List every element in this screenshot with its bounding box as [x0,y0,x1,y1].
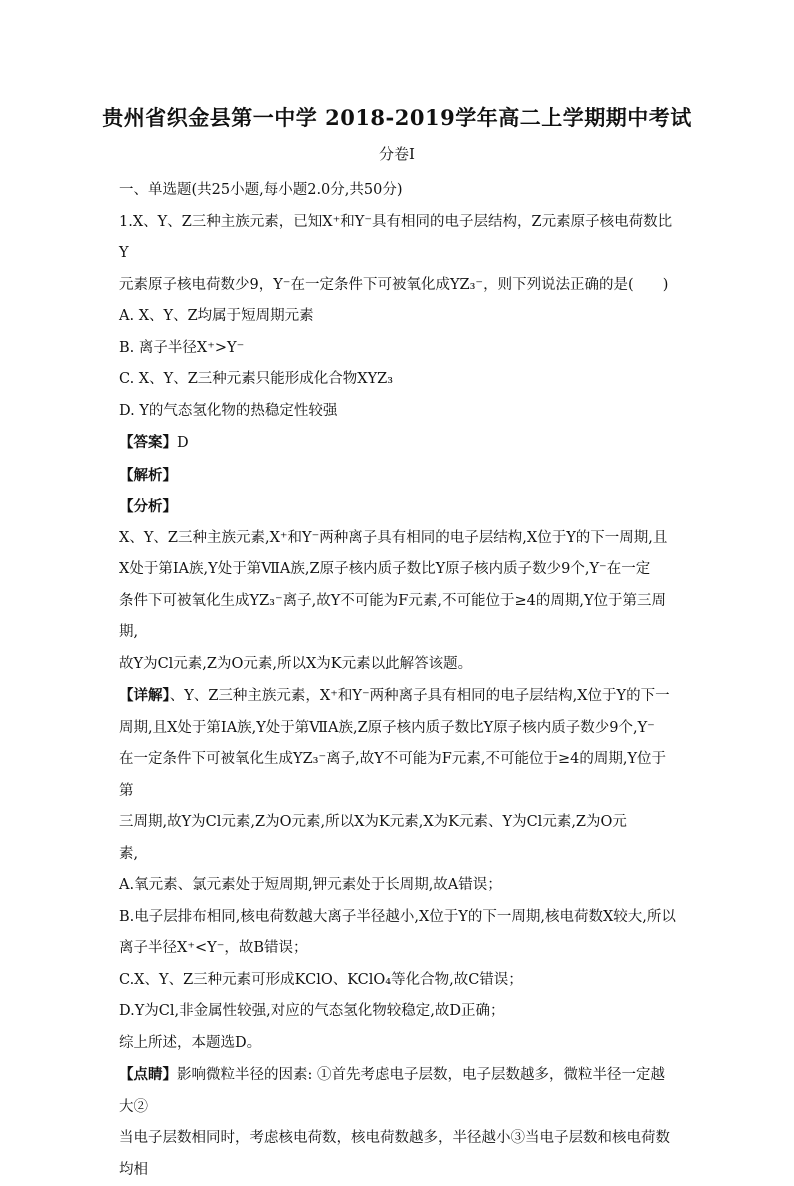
document-subtitle: 分卷I [379,145,415,163]
question-stem-line: 1.X、Y、Z三种主族元素，已知X⁺和Y⁻具有相同的电子层结构，Z元素原子核电荷数比Y [119,213,673,261]
section-heading: 一、单选题(共25小题,每小题2.0分,共50分) [119,182,403,198]
xiangjie-line: A.氧元素、氯元素处于短周期,钾元素处于长周期,故A错误； [119,877,502,893]
answer-label: 【答案】 [119,434,177,451]
answer-line [119,427,679,460]
option-c: C. X、Y、Z三种元素只能形成化合物XYZ₃ [119,371,394,387]
xiangjie-line: D.Y为Cl,非金属性较强,对应的气态氢化物较稳定,故D正确； [119,1003,505,1019]
xiangjie-line: 离子半径X⁺<Y⁻，故B错误； [119,940,308,956]
fenxi-line: 故Y为Cl元素,Z为O元素,所以X为K元素以此解答该题。 [119,655,473,672]
xiangjie-line: 综上所述，本题选D。 [119,1034,262,1051]
fenxi-label: 【分析】 [119,498,177,515]
option-a: A. X、Y、Z均属于短周期元素 [119,308,314,324]
dianjing-label: 【点睛】 [119,1066,177,1083]
document-body [119,175,679,1186]
xiangjie-line: 三周期,故Y为Cl元素,Z为O元素,所以X为K元素,X为K元素、Y为Cl元素,Z为O元 [119,814,627,830]
xiangjie-text: 、Y、Z三种主族元素，X⁺和Y⁻两种离子具有相同的电子层结构,X位于Y的下一 [169,688,670,704]
question-stem-line: 元素原子核电荷数少9，Y⁻在一定条件下可被氧化成YZ₃⁻，则下列说法正确的是( ) [119,276,669,293]
xiangjie-line: B.电子层排布相同,核电荷数越大离子半径越小,X位于Y的下一周期,核电荷数X较大,所以 [119,908,676,925]
dianjing-first-line [119,1059,679,1123]
option-d: D. Y的气态氢化物的热稳定性较强 [119,402,338,419]
document-title: 贵州省织金县第一中学 2018-2019学年高二上学期期中考试 [102,105,692,130]
xiangjie-first-line [119,680,679,713]
answer-value: D [177,435,189,451]
xiangjie-line: 素, [119,845,139,862]
dianjing-line: 当电子层数相同时，考虑核电荷数，核电荷数越多，半径越小③当电子层数和核电荷数均相 [119,1130,670,1178]
option-b: B. 离子半径X⁺>Y⁻ [119,339,245,356]
dianjing-text: 影响微粒半径的因素: ①首先考虑电子层数，电子层数越多，微粒半径一定越大② [119,1067,665,1115]
fenxi-line: X、Y、Z三种主族元素,X⁺和Y⁻两种离子具有相同的电子层结构,X位于Y的下一周期,且 [119,529,668,546]
xiangjie-line: 周期,且X处于第ⅠA族,Y处于第ⅦA族,Z原子核内质子数比Y原子核内质子数少9个,Y⁻ [119,719,655,736]
xiangjie-label: 【详解】 [119,687,170,704]
fenxi-line: X处于第ⅠA族,Y处于第ⅦA族,Z原子核内质子数比Y原子核内质子数少9个,Y⁻在一定 [119,561,651,577]
xiangjie-line: C.X、Y、Z三种元素可形成KClO、KClO₄等化合物,故C错误； [119,971,523,988]
fenxi-line: 条件下可被氧化生成YZ₃⁻离子,故Y不可能为F元素,不可能位于≥4的周期,Y位于第三周期, [119,592,667,640]
xiangjie-line: 在一定条件下可被氧化生成YZ₃⁻离子,故Y不可能为F元素,不可能位于≥4的周期,Y位于第 [119,751,667,799]
analysis-label: 【解析】 [119,466,177,484]
